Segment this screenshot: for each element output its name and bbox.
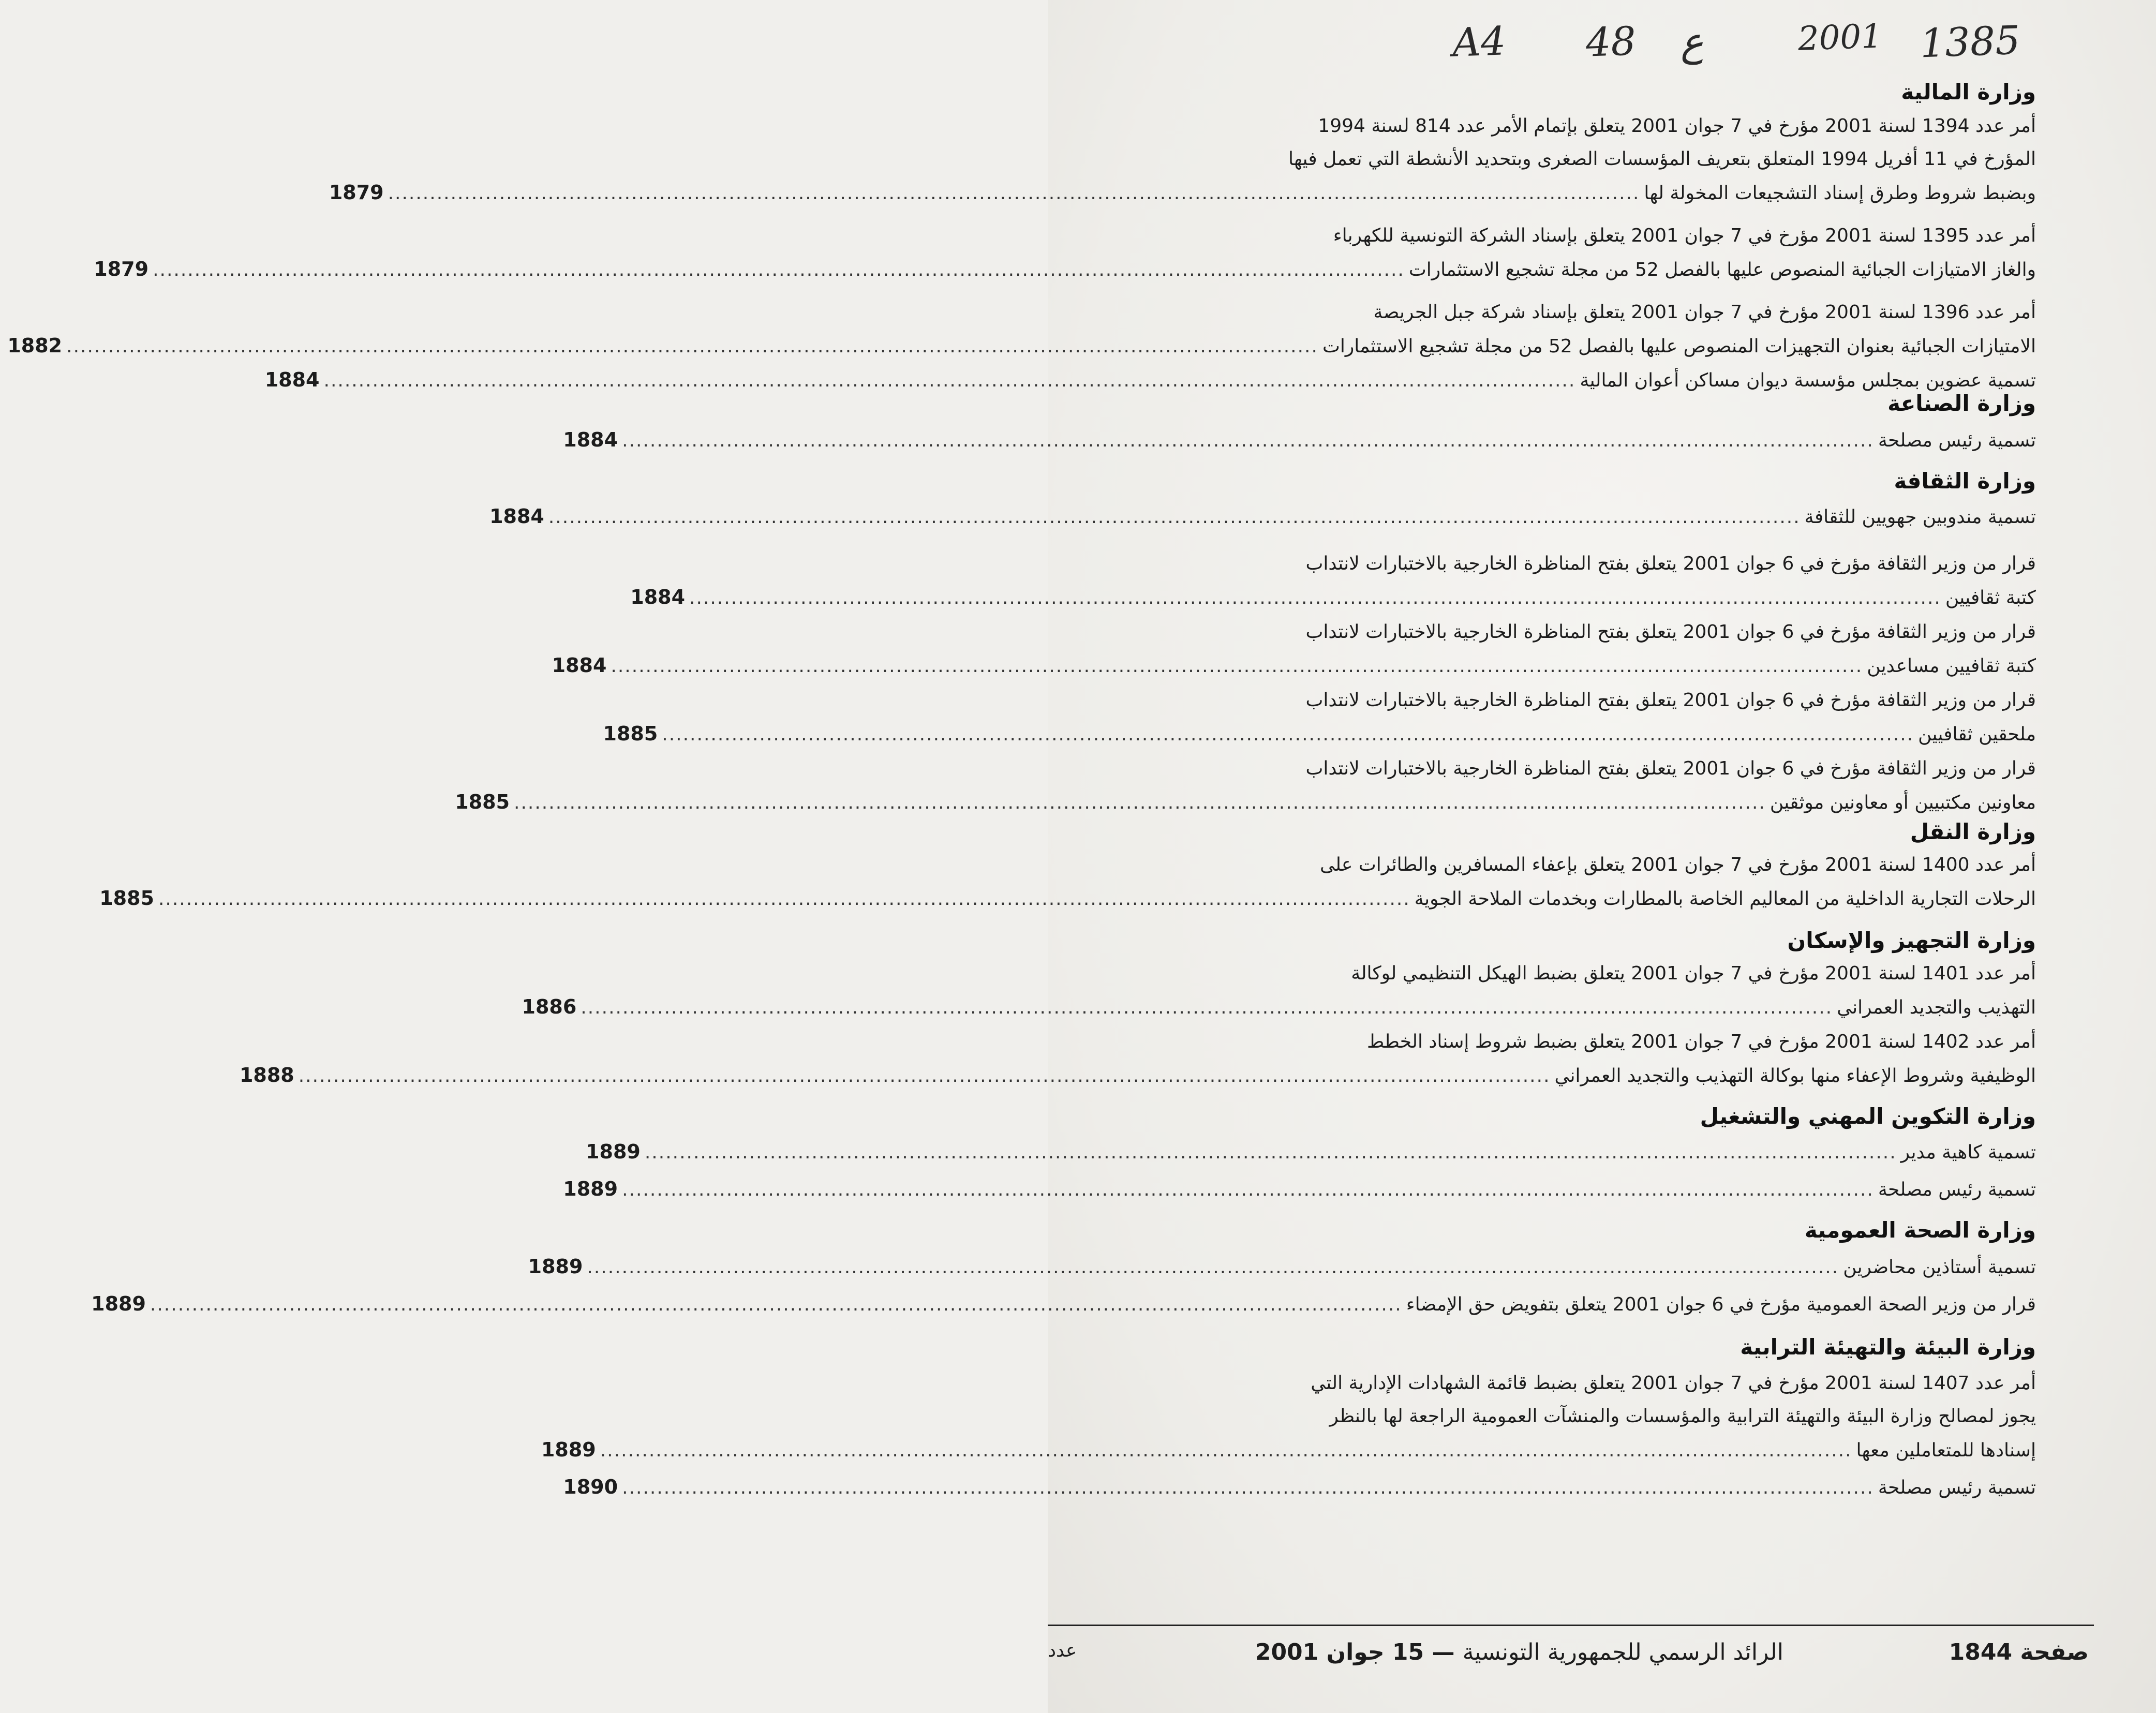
document-page	[7, 0, 2156, 1713]
toc-entry	[522, 957, 2036, 1024]
page-number: 1879	[94, 258, 149, 280]
entry-line: أمر عدد 1407 لسنة 2001 مؤرخ في 7 جوان 2001 يتعلق بضبط قائمة الشهادات الإدارية التي	[1311, 1373, 2036, 1394]
section-title: وزارة التجهيز والإسكان	[1787, 928, 2036, 953]
entry-last-line: معاونين مكتبيين أو معاونين موثقين	[1770, 792, 2036, 813]
page-number: 1884	[264, 368, 320, 391]
leader-dots: ....................................................................................................................................................................................	[600, 1440, 1852, 1461]
footer-separator: —	[1432, 1639, 1455, 1665]
entry-line: قرار من وزير الثقافة مؤرخ في 6 جوان 2001 يتعلق بفتح المناظرة الخارجية بالاختبارات لانتداب	[1305, 553, 2036, 574]
page-number: 1885	[455, 791, 510, 813]
entry-last-line: تسمية كاهية مدير	[1900, 1142, 2036, 1163]
section-title: وزارة الثقافة	[1894, 468, 2036, 494]
handwritten-annotation: A4	[1451, 18, 1507, 66]
entry-last-line: الوظيفية وشروط الإعفاء منها بوكالة التهذيب والتجديد العمراني	[1554, 1065, 2036, 1086]
page-number: 1884	[552, 654, 607, 677]
leader-dots: ....................................................................................................................................................................................	[514, 792, 1766, 813]
footer-date: 15 جوان 2001	[1255, 1639, 1424, 1665]
toc-section	[563, 389, 2036, 457]
toc-section	[541, 1333, 2036, 1505]
entry-last-line: كتبة ثقافيين	[1945, 587, 2036, 608]
entry-line: أمر عدد 1402 لسنة 2001 مؤرخ في 7 جوان 2001 يتعلق بضبط شروط إسناد الخطط	[1367, 1031, 2036, 1052]
entry-last-line: الامتيازات الجبائية بعنوان التجهيزات المنصوص عليها بالفصل 52 من مجلة تشجيع الاستثمارات	[1322, 336, 2036, 357]
leader-dots: ....................................................................................................................................................................................	[689, 587, 1941, 608]
page-number: 1889	[91, 1292, 146, 1315]
footer-edge-word: عدد	[1048, 1640, 1077, 1661]
toc-section	[563, 1102, 2036, 1206]
entry-line: أمر عدد 1396 لسنة 2001 مؤرخ في 7 جوان 2001 يتعلق بإسناد شركة جبل الجريصة	[1373, 302, 2036, 323]
entry-last-line: ملحقين ثقافيين	[1918, 724, 2036, 745]
toc-entry	[455, 752, 2036, 820]
entry-line: أمر عدد 1395 لسنة 2001 مؤرخ في 7 جوان 2001 يتعلق بإسناد الشركة التونسية للكهرباء	[1333, 225, 2036, 246]
page-number: 1885	[603, 722, 658, 745]
toc-section	[239, 926, 2036, 1093]
section-title: وزارة البيئة والتهيئة الترابية	[1740, 1334, 2036, 1360]
page-number: 1888	[239, 1064, 294, 1086]
entry-last-line: كتبة ثقافيين مساعدين	[1867, 656, 2036, 677]
toc-entry	[630, 547, 2036, 615]
entry-line: أمر عدد 1400 لسنة 2001 مؤرخ في 7 جوان 2001 يتعلق بإعفاء المسافرين والطائرات على	[1319, 854, 2036, 875]
leader-dots: ....................................................................................................................................................................................	[622, 430, 1874, 451]
toc-section	[7, 78, 2036, 397]
entry-line: يجوز لمصالح وزارة البيئة والتهيئة الترابية والمؤسسات والمنشآت العمومية الراجعة لها بالنظر	[1329, 1406, 2036, 1427]
entry-last-line: الرحلات التجارية الداخلية من المعاليم الخاصة بالمطارات وبخدمات الملاحة الجوية	[1414, 888, 2036, 910]
leader-dots: ....................................................................................................................................................................................	[158, 888, 1410, 910]
gazette-name: الرائد الرسمي للجمهورية التونسية	[1462, 1639, 1783, 1665]
page-number: 1879	[329, 181, 384, 204]
leader-dots: ....................................................................................................................................................................................	[581, 997, 1833, 1018]
section-title: وزارة الصناعة	[1887, 391, 2036, 416]
leader-dots: ....................................................................................................................................................................................	[587, 1257, 1839, 1278]
leader-dots: ....................................................................................................................................................................................	[150, 1294, 1402, 1315]
entry-line: قرار من وزير الثقافة مؤرخ في 6 جوان 2001 يتعلق بفتح المناظرة الخارجية بالاختبارات لانتداب	[1305, 758, 2036, 779]
toc-entry	[7, 296, 2036, 363]
footer-divider	[1048, 1625, 2094, 1626]
entry-line: أمر عدد 1394 لسنة 2001 مؤرخ في 7 جوان 2001 يتعلق بإتمام الأمر عدد 814 لسنة 1994	[1318, 115, 2036, 137]
section-title: وزارة الصحة العمومية	[1804, 1217, 2036, 1243]
handwritten-annotation: 1385	[1919, 17, 2021, 67]
handwritten-annotation: 2001	[1797, 17, 1883, 58]
entry-last-line: إسنادها للمتعاملين معها	[1856, 1440, 2036, 1461]
leader-dots: ....................................................................................................................................................................................	[153, 259, 1405, 280]
page-number: 1884	[630, 586, 686, 608]
toc-entry	[489, 500, 2036, 534]
entry-last-line: تسمية رئيس مصلحة	[1878, 430, 2036, 451]
page-number: 1882	[7, 334, 63, 357]
leader-dots: ....................................................................................................................................................................................	[611, 656, 1863, 677]
entry-last-line: وبضبط شروط وطرق إسناد التشجيعات المخولة لها	[1644, 183, 2036, 204]
leader-dots: ....................................................................................................................................................................................	[644, 1142, 1897, 1163]
entry-line: أمر عدد 1401 لسنة 2001 مؤرخ في 7 جوان 2001 يتعلق بضبط الهيكل التنظيمي لوكالة	[1351, 963, 2036, 984]
section-title: وزارة النقل	[1910, 819, 2036, 844]
leader-dots: ....................................................................................................................................................................................	[388, 183, 1640, 204]
leader-dots: ....................................................................................................................................................................................	[622, 1179, 1874, 1200]
page-number: 1889	[563, 1178, 618, 1200]
toc-entry	[91, 1287, 2036, 1321]
toc-entry	[94, 219, 2036, 287]
toc-section	[455, 467, 2036, 820]
footer-page-label: صفحة 1844	[1949, 1639, 2089, 1665]
toc-entry	[99, 848, 2036, 916]
leader-dots: ....................................................................................................................................................................................	[323, 370, 1576, 391]
page-number: 1886	[522, 995, 577, 1018]
entry-last-line: تسمية رئيس مصلحة	[1878, 1477, 2036, 1498]
entry-last-line: والغاز الامتيازات الجبائية المنصوص عليها بالفصل 52 من مجلة تشجيع الاستثمارات	[1408, 259, 2036, 280]
section-title: وزارة المالية	[1901, 79, 2036, 105]
page-number: 1890	[563, 1476, 618, 1498]
toc-entry	[552, 616, 2036, 683]
page-number: 1884	[563, 428, 618, 451]
leader-dots: ....................................................................................................................................................................................	[66, 336, 1318, 357]
entry-line: قرار من وزير الثقافة مؤرخ في 6 جوان 2001 يتعلق بفتح المناظرة الخارجية بالاختبارات لانتداب	[1305, 621, 2036, 643]
toc-section	[99, 817, 2036, 916]
leader-dots: ....................................................................................................................................................................................	[548, 507, 1801, 528]
toc-section	[91, 1216, 2036, 1321]
page-number: 1889	[541, 1438, 596, 1461]
entry-line: قرار من وزير الثقافة مؤرخ في 6 جوان 2001 يتعلق بفتح المناظرة الخارجية بالاختبارات لانتداب	[1305, 690, 2036, 711]
toc-entry	[563, 423, 2036, 457]
entry-last-line: قرار من وزير الصحة العمومية مؤرخ في 6 جوان 2001 يتعلق بتفويض حق الإمضاء	[1406, 1294, 2036, 1315]
footer-gazette-title	[1255, 1639, 1783, 1665]
entry-last-line: تسمية عضوين بمجلس مؤسسة ديوان مساكن أعوان المالية	[1580, 370, 2036, 391]
toc-entry	[541, 1367, 2036, 1467]
page-footer	[1048, 1635, 2094, 1676]
page-number: 1889	[528, 1255, 583, 1278]
leader-dots: ....................................................................................................................................................................................	[662, 724, 1914, 745]
entry-last-line: تسمية مندوبين جهويين للثقافة	[1804, 507, 2036, 528]
toc-entry	[528, 1250, 2036, 1284]
handwritten-annotation: ع	[1679, 18, 1704, 65]
toc-entry	[563, 1470, 2036, 1505]
toc-entry	[329, 110, 2036, 210]
toc-entry	[563, 1172, 2036, 1206]
section-title: وزارة التكوين المهني والتشغيل	[1700, 1104, 2036, 1129]
leader-dots: ....................................................................................................................................................................................	[298, 1065, 1551, 1086]
page-number: 1885	[99, 887, 154, 910]
page-number: 1889	[586, 1140, 641, 1163]
entry-last-line: التهذيب والتجديد العمراني	[1837, 997, 2036, 1018]
toc-entry	[603, 684, 2036, 751]
page-number: 1884	[489, 505, 544, 528]
leader-dots: ....................................................................................................................................................................................	[622, 1477, 1874, 1498]
entry-last-line: تسمية رئيس مصلحة	[1878, 1179, 2036, 1200]
toc-entry	[239, 1025, 2036, 1093]
handwritten-annotation: 48	[1585, 18, 1637, 66]
entry-last-line: تسمية أستاذين محاضرين	[1843, 1257, 2036, 1278]
toc-entry	[586, 1135, 2036, 1169]
entry-line: المؤرخ في 11 أفريل 1994 المتعلق بتعريف المؤسسات الصغرى وبتحديد الأنشطة التي تعمل فيها	[1288, 148, 2036, 170]
